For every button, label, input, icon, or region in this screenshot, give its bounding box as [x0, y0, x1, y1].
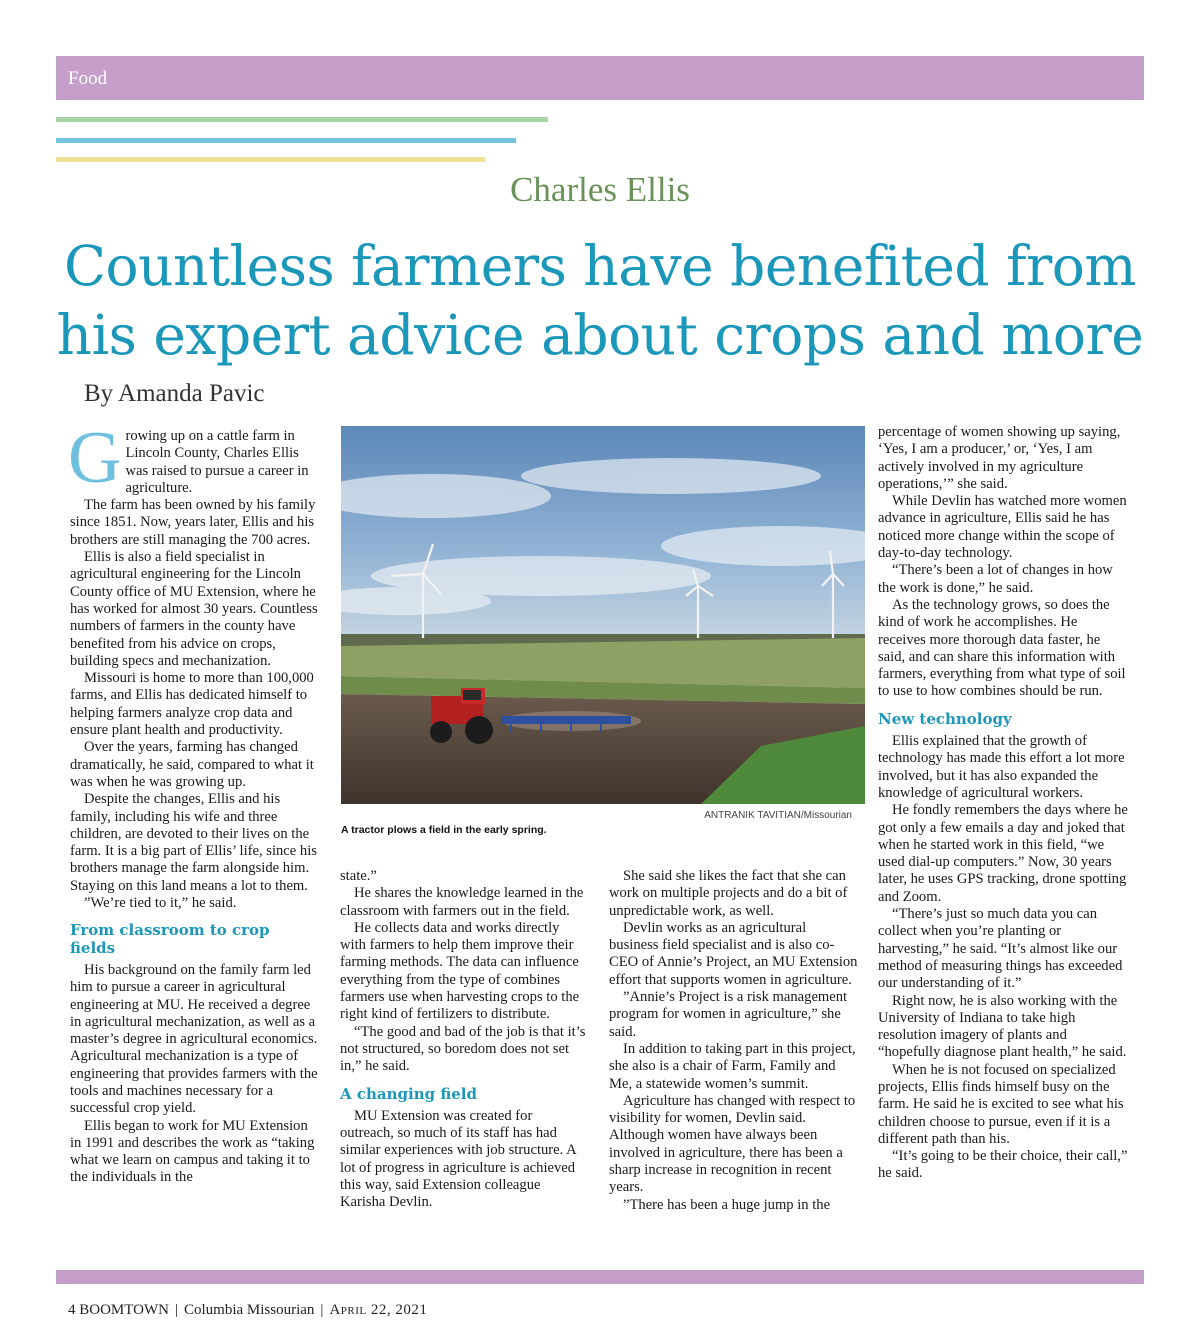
paragraph: While Devlin has watched more women advance in agriculture, Ellis said he has noticed more change within the scope of day-to-day technology.	[878, 493, 1127, 562]
paragraph: In addition to taking part in this project, she also is a chair of Farm, Family and Me, a statewide women’s summit.	[609, 1040, 856, 1092]
lead-paragraph	[68, 417, 318, 499]
paragraph: “The good and bad of the job is that it’s not structured, so boredom does not set in,” he said.	[340, 1023, 586, 1075]
paragraph: state.”	[340, 868, 377, 884]
decorative-rule-green	[56, 117, 548, 122]
paragraph: His background on the family farm led him to pursue a career in agricultural engineering at MU. He received a degree in agricultural mechanization, as well as a master’s degree in agricultural economics. Agricultural mechanization is a type of engineering that provides farmers with the tools and machines necessary for a successful crop yield.	[70, 961, 318, 1117]
paragraph: The farm has been owned by his family since 1851. Now, years later, Ellis and his brothers are still managing the 700 acres.	[70, 497, 316, 548]
page-footer	[68, 1302, 427, 1319]
paragraph: ”There has been a huge jump in the	[623, 1196, 831, 1213]
article-kicker: Charles Ellis	[510, 170, 690, 209]
photo-caption: A tractor plows a field in the early spring.	[341, 824, 547, 836]
paragraph: He collects data and works directly with farmers to help them improve their farming methods. The data can influence everything from the type of combines farmers use when harvesting crops to the right kind of fertilizers to distribute.	[340, 919, 580, 1023]
paragraph: “There’s been a lot of changes in how the work is done,” he said.	[878, 562, 1113, 596]
article-column-1	[68, 417, 318, 1187]
paragraph: Right now, he is also working with the University of Indiana to take high resolution imagery of plants and “hopefully diagnose plant health,” he said.	[878, 992, 1127, 1061]
paragraph: He shares the knowledge learned in the classroom with farmers out in the field.	[340, 885, 584, 919]
article-column-3	[609, 868, 859, 1214]
article-column-4	[878, 424, 1128, 1183]
subhead-classroom: From classroom to crop fields	[70, 921, 270, 957]
photo-credit: ANTRANIK TAVITIAN/Missourian	[704, 810, 852, 821]
byline: By Amanda Pavic	[84, 380, 265, 407]
paragraph: When he is not focused on specialized projects, Ellis finds himself busy on the farm. He said he is excited to see what his children choose to pursue, even if it is a different path than his.	[878, 1061, 1124, 1147]
footer-separator: |	[174, 1302, 178, 1318]
headline-line-1: Countless farmers have benefited from	[63, 234, 1137, 298]
paragraph: percentage of women showing up saying, ‘Yes, I am a producer,’ or, ‘Yes, I am actively involved in my agriculture operations,’” she said.	[878, 424, 1121, 492]
paragraph: Ellis began to work for MU Extension in 1991 and describes the work as “taking what we learn on campus and taking it to the individuals in the	[70, 1117, 315, 1186]
paragraph: “There’s just so much data you can collect when you’re planting or harvesting,” he said. “It’s almost like our method of measuring things has exceeded our understanding of it.”	[878, 906, 1123, 992]
article-headline	[56, 232, 1144, 370]
section-label: Food	[68, 68, 108, 89]
footer-separator: |	[320, 1302, 324, 1318]
page-number: 4	[68, 1302, 76, 1318]
paragraph: Agriculture has changed with respect to visibility for women, Devlin said. Although women have always been involved in agriculture, there has been a sharp increase in recognition in recent years.	[609, 1092, 856, 1196]
decorative-rule-yellow	[56, 157, 485, 162]
tractor-field-photo	[341, 426, 865, 804]
paragraph: Despite the changes, Ellis and his family, including his wife and three children, are devoted to their lives on the farm. It is a big part of Ellis’ life, since his brothers manage the farm alongside him. Staying on this land means a lot to them.	[70, 791, 317, 894]
decorative-rule-blue	[56, 138, 516, 143]
paragraph: Missouri is home to more than 100,000 farms, and Ellis has dedicated himself to helping farmers analyze crop data and ensure plant health and productivity.	[70, 670, 314, 739]
lead-text: rowing up on a cattle farm in Lincoln County, Charles Ellis was raised to pursue a career in agriculture.	[125, 428, 309, 496]
paragraph: ”Annie’s Project is a risk management program for women in agriculture,” she said.	[609, 989, 848, 1040]
newspaper-name: Columbia Missourian	[184, 1302, 315, 1318]
paragraph: Ellis explained that the growth of technology has made this effort a lot more involved, but it has also expanded the knowledge of agricultural workers.	[878, 733, 1125, 801]
subhead-new-technology: New technology	[878, 709, 1012, 728]
headline-line-2: his expert advice about crops and more	[56, 303, 1144, 367]
section-header-bar	[56, 56, 1144, 100]
subhead-changing-field: A changing field	[340, 1084, 477, 1103]
paragraph: “It’s going to be their choice, their call,” he said.	[878, 1148, 1128, 1182]
paragraph: She said she likes the fact that she can work on multiple projects and do a bit of unpredictable work, as well.	[609, 868, 848, 919]
paragraph: Devlin works as an agricultural business field specialist and is also co-CEO of Annie’s Project, an MU Extension effort that supports women in agriculture.	[609, 919, 858, 988]
paragraph: Ellis is also a field specialist in agricultural engineering for the Lincoln County office of MU Extension, where he has worked for almost 30 years. Countless numbers of farmers in the county have benefited from his advice on crops, building specs and mechanization.	[70, 549, 318, 669]
issue-date: April 22, 2021	[329, 1302, 428, 1318]
drop-cap: G	[68, 417, 122, 499]
paragraph: He fondly remembers the days where he got only a few emails a day and joked that when he started work in this field, “we used dial-up computers.” Now, 30 years later, he uses GPS tracking, drone spotting and Zoom.	[878, 802, 1128, 905]
paragraph: Over the years, farming has changed dramatically, he said, compared to what it was when he was growing up.	[70, 739, 314, 790]
paragraph: MU Extension was created for outreach, so much of its staff has had similar experiences with job structure. A lot of progress in agriculture is achieved this way, said Extension colleague Karisha Devlin.	[340, 1107, 576, 1211]
paragraph: ”We’re tied to it,” he said.	[84, 895, 237, 912]
article-column-2	[340, 868, 586, 1212]
publication-name: BOOMTOWN	[79, 1302, 169, 1318]
footer-bar	[56, 1270, 1144, 1284]
paragraph: As the technology grows, so does the kind of work he accomplishes. He receives more thorough data faster, he said, and can share this information with farmers, everything from what type of soil to use to how combines should be run.	[878, 596, 1126, 700]
